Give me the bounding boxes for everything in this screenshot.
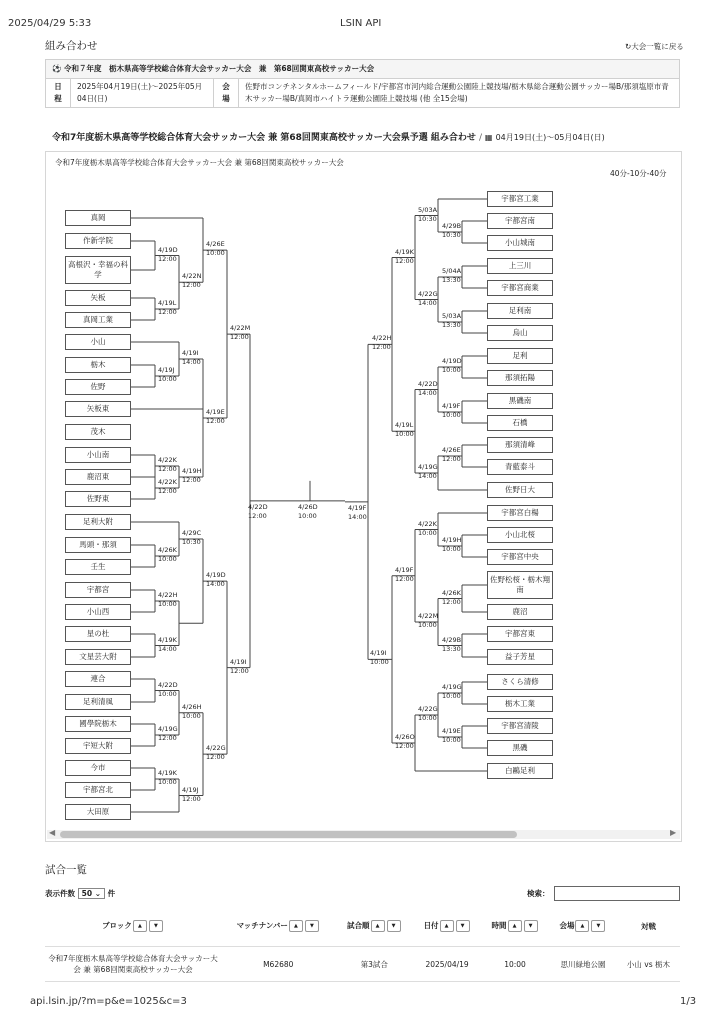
page-size-select[interactable]: 50 ⌄ [78,888,105,899]
team-box: 栃木工業 [487,696,553,712]
table-cell: 10:00 [481,947,549,982]
venue-value: 佐野市コンチネンタルホームフィールド/宇都宮市河内総合運動公園陸上競技場/栃木県総合運動公園サッカー場B/那須塩原市青木サッカー場B/真岡市ハイトラ運動公園陸上競技場 (他 全15会場) [239,79,680,108]
match-label: 4/19D 14:00 [206,571,226,589]
team-box: 作新学院 [65,233,131,249]
team-box: 鹿沼 [487,604,553,620]
match-label: 4/19G 14:00 [418,463,438,480]
sort-asc-button[interactable]: ▲ [371,920,385,932]
sort-asc-button[interactable]: ▲ [133,920,147,932]
team-box: 佐野東 [65,491,131,507]
sort-desc-button[interactable]: ▼ [591,920,605,932]
team-box: 益子芳星 [487,649,553,665]
venue-label: 会場 [214,79,239,108]
match-label: 4/19F 12:00 [395,565,414,583]
match-label: 4/19F 10:00 [442,402,461,419]
team-box: 上三川 [487,258,553,274]
team-box: 矢板 [65,290,131,306]
team-box: 白鷗足利 [487,763,553,779]
team-box: 那須清峰 [487,437,553,453]
match-label: 4/19E 12:00 [206,408,225,425]
table-cell: 2025/04/19 [413,947,481,982]
print-url: api.lsin.jp/?m=p&e=1025&c=3 [30,996,187,1007]
team-box: 宇短大附 [65,738,131,754]
back-link-label: 大会一覧に戻る [631,42,684,51]
match-label: 4/19K 12:00 [395,247,414,265]
column-header[interactable] [45,906,221,947]
team-box: 真岡工業 [65,312,131,328]
team-box: 宇都宮 [65,582,131,598]
team-box: 那須拓陽 [487,370,553,386]
match-label: 4/19J 12:00 [182,785,201,803]
team-box: 宇都宮商業 [487,280,553,296]
team-box: 真岡 [65,210,131,226]
table-cell: 小山 vs 栃木 [617,947,680,982]
team-box: 黒磯 [487,740,553,756]
match-label: 4/19J 10:00 [158,366,177,383]
match-label: 4/22M 12:00 [230,324,251,342]
sort-desc-button[interactable]: ▼ [387,920,401,932]
column-header-label: マッチナンバー [236,921,288,930]
match-label: 4/19K 14:00 [158,635,177,653]
column-header-label: 日付 [423,921,439,930]
match-label: 4/22H 10:00 [158,591,178,608]
match-label: 5/04A 13:30 [442,267,462,284]
team-box: 連合 [65,671,131,687]
team-box: 矢板東 [65,401,131,417]
sort-desc-button[interactable]: ▼ [305,920,319,932]
team-box: 小山城南 [487,235,553,251]
column-header[interactable] [336,906,414,947]
match-label: 5/03A 13:30 [442,312,462,329]
chevron-down-icon: ⌄ [94,889,101,898]
bracket-title: 令和7年度栃木県高等学校総合体育大会サッカー大会 兼 第68回関東高校サッカー大会県予選 組み合わせ / ▦ 04月19日(土)〜05月04日(日) [52,133,605,143]
match-label: 5/03A 10:30 [418,205,438,223]
sort-desc-button[interactable]: ▼ [149,920,163,932]
match-label: 4/22G 12:00 [206,744,226,762]
scroll-left-icon[interactable]: ◀ [49,828,56,837]
column-header-label: 会場 [559,921,575,930]
sort-desc-button[interactable]: ▼ [456,920,470,932]
match-label: 4/22N 12:00 [182,272,202,290]
team-box: 馬頭・那須 [65,537,131,553]
match-label: 4/19G 10:00 [442,683,462,700]
match-label: 4/19F 14:00 [348,503,367,521]
team-box: 國學院栃木 [65,716,131,732]
table-cell: 令和7年度栃木県高等学校総合体育大会サッカー大会 兼 第68回関東高校サッカー大会 [45,947,221,982]
team-box: 宇都宮東 [487,626,553,642]
team-box: 宇都宮中央 [487,549,553,565]
match-label: 4/22D 12:00 [248,502,268,520]
sort-asc-button[interactable]: ▲ [575,920,589,932]
match-label: 4/19E 10:00 [442,727,461,744]
match-label: 4/19H 10:00 [442,536,462,553]
soccer-ball-icon: ⚽ [52,64,62,73]
match-label: 4/19L 12:00 [158,299,177,316]
team-box: 宇都宮北 [65,782,131,798]
back-icon: ↻ [625,42,632,51]
match-label: 4/29C 10:30 [182,529,202,546]
match-table [45,906,680,982]
match-label: 4/26E 10:00 [206,240,225,258]
match-label: 4/22K 12:00 [158,456,177,473]
match-list-title: 試合一覧 [45,864,87,876]
page-size-label: 表示件数 [45,889,75,898]
column-header[interactable] [617,906,680,947]
team-box: 足利 [487,348,553,364]
team-box: 星の杜 [65,626,131,642]
calendar-icon: ▦ [484,133,493,142]
match-label: 4/22G 14:00 [418,289,438,307]
column-header[interactable] [549,906,617,947]
match-label: 4/22K 10:00 [418,519,437,537]
scroll-right-icon[interactable]: ▶ [670,828,677,837]
team-box: 小山北桜 [487,527,553,543]
match-label: 4/22D 14:00 [418,379,438,397]
team-box: 宇都宮清陵 [487,718,553,734]
team-box: 栃木 [65,357,131,373]
sort-asc-button[interactable]: ▲ [440,920,454,932]
tournament-title: 令和７年度 栃木県高等学校総合体育大会サッカー大会 兼 第68回関東高校サッカー大会 [63,64,375,73]
column-header[interactable] [413,906,481,947]
match-label: 4/19I 12:00 [230,657,249,675]
team-box: 烏山 [487,325,553,341]
match-label: 4/26E 12:00 [442,446,461,463]
print-datetime: 2025/04/29 5:33 [8,18,92,29]
team-box: 青藍泰斗 [487,459,553,475]
table-cell: M62680 [221,947,336,982]
bracket-title-text: 令和7年度栃木県高等学校総合体育大会サッカー大会 兼 第68回関東高校サッカー大会県予選 組み合わせ [52,133,476,143]
team-box: 足利清風 [65,694,131,710]
team-box: 足利大附 [65,514,131,530]
match-label: 4/22D 10:00 [158,680,178,698]
sort-asc-button[interactable]: ▲ [289,920,303,932]
match-label: 4/19D 10:00 [442,357,462,374]
match-label: 4/29B 13:30 [442,635,462,653]
match-label: 4/22M 10:00 [418,612,439,629]
team-box: 大田原 [65,804,131,820]
match-label: 4/19I 10:00 [370,649,389,667]
search-input[interactable] [554,886,680,901]
team-box: 足利南 [487,303,553,319]
scrollbar-thumb[interactable] [60,831,517,838]
team-box: 壬生 [65,559,131,575]
team-box: 佐野日大 [487,482,553,498]
bracket-subtitle: 令和7年度栃木県高等学校総合体育大会サッカー大会 兼 第68回関東高校サッカー大会 [55,158,344,167]
match-label: 4/26D 10:00 [298,502,318,520]
table-cell: 第3試合 [336,947,414,982]
match-label: 4/19D 12:00 [158,245,178,263]
team-box: 宇都宮白楊 [487,505,553,521]
match-label: 4/19G 12:00 [158,725,178,742]
match-label: 4/26O 12:00 [395,733,415,750]
sort-desc-button[interactable]: ▼ [524,920,538,932]
team-box: 宇都宮工業 [487,191,553,207]
sort-asc-button[interactable]: ▲ [508,920,522,932]
team-box: 宇都宮南 [487,213,553,229]
match-label: 4/19L 10:00 [395,421,414,439]
column-header-label: ブロック [102,921,132,930]
match-label: 4/26K 12:00 [442,588,461,606]
date-label: 日程 [46,79,71,108]
column-header-label: 時間 [491,921,507,930]
column-header-label: 対戦 [640,921,656,931]
team-box: 茂木 [65,424,131,440]
column-header[interactable] [221,906,336,947]
match-label: 4/22H 12:00 [372,334,392,352]
team-box: 佐野 [65,379,131,395]
column-header[interactable] [481,906,549,947]
team-box: さくら清修 [487,674,553,690]
page-size-control [45,888,115,899]
page-size-unit: 件 [107,889,116,898]
table-row[interactable] [45,947,680,982]
team-box: 小山 [65,334,131,350]
match-duration: 40分-10分-40分 [610,169,667,178]
team-box: 黒磯南 [487,393,553,409]
team-box: 今市 [65,760,131,776]
date-value: 2025年04月19日(土)〜2025年05月04日(日) [71,79,214,108]
search-label: 検索： [527,889,550,898]
team-box: 小山西 [65,604,131,620]
bracket-period: 04月19日(土)〜05月04日(日) [495,133,605,142]
match-label: 4/22G 10:00 [418,705,438,722]
team-box: 佐野松桜・栃木翔南 [487,571,553,599]
team-box: 小山南 [65,447,131,463]
match-label: 4/19I 14:00 [182,349,201,366]
team-box: 文星芸大附 [65,649,131,665]
match-label: 4/22K 12:00 [158,478,177,495]
print-title: LSIN API [340,18,382,29]
column-header-label: 試合順 [347,921,370,930]
team-box: 石橋 [487,415,553,431]
match-label: 4/19K 10:00 [158,769,177,786]
team-box: 鹿沼東 [65,469,131,485]
print-page-number: 1/3 [680,996,697,1007]
match-label: 4/19H 12:00 [182,467,202,484]
match-label: 4/29B 10:30 [442,222,462,239]
section-title: 組み合わせ [45,40,98,52]
team-box: 高根沢・幸福の科学 [65,256,131,284]
table-cell: 思川緑地公園 [549,947,617,982]
match-label: 4/26K 10:00 [158,546,177,563]
match-label: 4/26H 10:00 [182,702,202,720]
